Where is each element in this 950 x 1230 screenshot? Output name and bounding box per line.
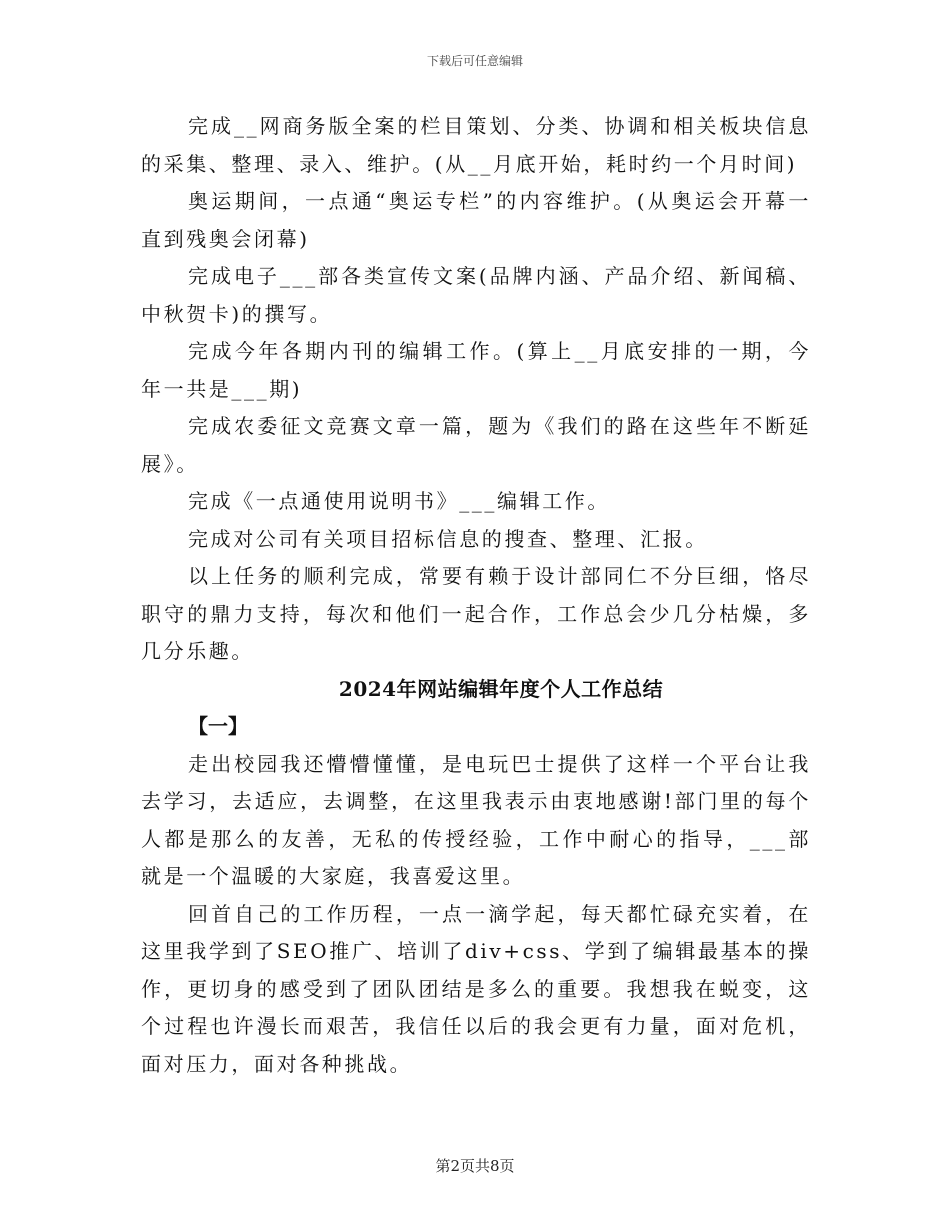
- document-title: 2024年网站编辑年度个人工作总结: [338, 676, 664, 701]
- paragraph-leaving-campus: 走出校园我还懵懵懂懂，是电玩巴士提供了这样一个平台让我去学习，去适应，去调整，在这里我表示由衷地感谢!部门里的每个人都是那么的友善，无私的传授经验，工作中耐心的指导，___部就是一个温暖的大家庭，我喜爱这里。: [141, 751, 811, 888]
- paragraph-internal-magazine: 完成今年各期内刊的编辑工作。(算上__月底安排的一期，今年一共是___期): [141, 339, 811, 401]
- paragraph-promo-copy: 完成电子___部各类宣传文案(品牌内涵、产品介绍、新闻稿、中秋贺卡)的撰写。: [141, 264, 811, 326]
- paragraph-work-review: 回首自己的工作历程，一点一滴学起，每天都忙碌充实着，在这里我学到了SEO推广、培训了div+css、学到了编辑最基本的操作，更切身的感受到了团队团结是多么的重要。我想我在蜕变，这个过程也许漫长而艰苦，我信任以后的我会更有力量，面对危机，面对压力，面对各种挑战。: [141, 901, 811, 1076]
- page-number-footer: 第2页共8页: [435, 1157, 515, 1175]
- paragraph-bidding-info: 完成对公司有关项目招标信息的搜查、整理、汇报。: [188, 526, 708, 551]
- paragraph-olympics-column: 奥运期间，一点通“奥运专栏”的内容维护。(从奥运会开幕一直到残奥会闭幕): [141, 189, 811, 251]
- document-body: [141, 108, 811, 1083]
- paragraph-user-manual: 完成《一点通使用说明书》___编辑工作。: [188, 489, 610, 513]
- paragraph-thanks-design-dept: 以上任务的顺利完成，常要有赖于设计部同仁不分巨细，恪尽职守的鼎力支持，每次和他们一起合作，工作总会少几分枯燥，多几分乐趣。: [141, 564, 811, 663]
- section-marker: 【一】: [188, 714, 248, 738]
- page-header-note: 下载后可任意编辑: [426, 54, 523, 68]
- paragraph-column-planning: 完成__网商务版全案的栏目策划、分类、协调和相关板块信息的采集、整理、录入、维护。(从__月底开始，耗时约一个月时间): [141, 114, 811, 176]
- paragraph-essay-contest: 完成农委征文竞赛文章一篇，题为《我们的路在这些年不断延展》。: [141, 414, 811, 476]
